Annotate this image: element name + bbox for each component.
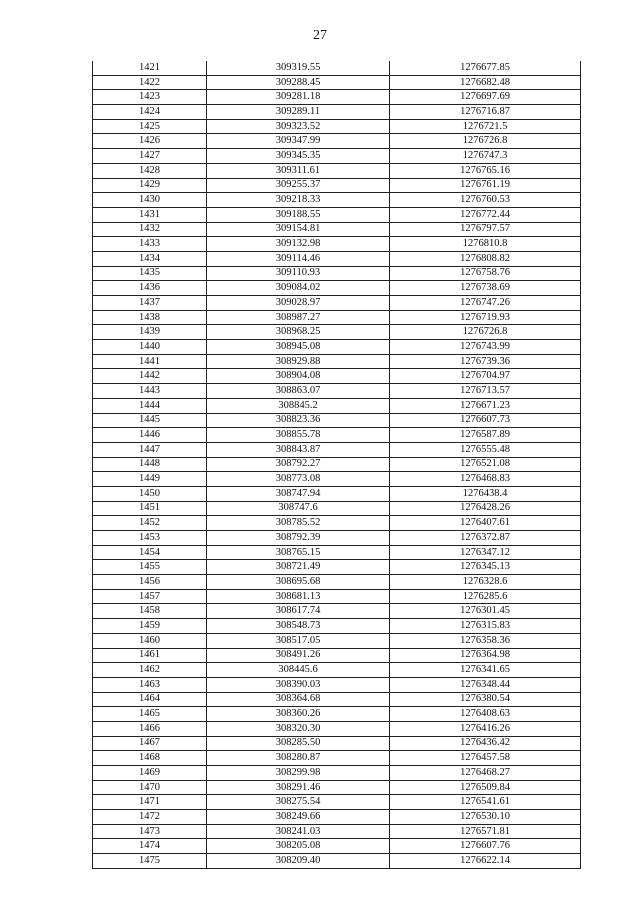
- point-number-cell: 1467: [93, 736, 207, 751]
- x-coordinate-cell: 308863.07: [207, 384, 390, 399]
- y-coordinate-cell: 1276341.65: [390, 663, 581, 678]
- x-coordinate-cell: 309288.45: [207, 75, 390, 90]
- table-row: [93, 531, 581, 546]
- x-coordinate-cell: 308792.39: [207, 531, 390, 546]
- point-number-cell: 1447: [93, 442, 207, 457]
- table-row: [93, 105, 581, 120]
- x-coordinate-cell: 308721.49: [207, 560, 390, 575]
- x-coordinate-cell: 308320.30: [207, 721, 390, 736]
- y-coordinate-cell: 1276739.36: [390, 354, 581, 369]
- y-coordinate-cell: 1276468.27: [390, 766, 581, 781]
- point-number-cell: 1464: [93, 692, 207, 707]
- y-coordinate-cell: 1276328.6: [390, 575, 581, 590]
- x-coordinate-cell: 308241.03: [207, 824, 390, 839]
- table-row: [93, 545, 581, 560]
- table-row: [93, 222, 581, 237]
- y-coordinate-cell: 1276607.76: [390, 839, 581, 854]
- x-coordinate-cell: 308945.08: [207, 340, 390, 355]
- x-coordinate-cell: 308843.87: [207, 442, 390, 457]
- x-coordinate-cell: 308445.6: [207, 663, 390, 678]
- x-coordinate-cell: 308747.94: [207, 486, 390, 501]
- y-coordinate-cell: 1276758.76: [390, 266, 581, 281]
- x-coordinate-cell: 308390.03: [207, 677, 390, 692]
- x-coordinate-cell: 308299.98: [207, 766, 390, 781]
- point-number-cell: 1451: [93, 501, 207, 516]
- point-number-cell: 1425: [93, 119, 207, 134]
- table-row: [93, 677, 581, 692]
- table-row: [93, 516, 581, 531]
- y-coordinate-cell: 1276315.83: [390, 619, 581, 634]
- table-row: [93, 619, 581, 634]
- x-coordinate-cell: 309323.52: [207, 119, 390, 134]
- table-row: [93, 839, 581, 854]
- x-coordinate-cell: 308747.6: [207, 501, 390, 516]
- y-coordinate-cell: 1276671.23: [390, 398, 581, 413]
- point-number-cell: 1426: [93, 134, 207, 149]
- table-row: [93, 325, 581, 340]
- x-coordinate-cell: 308491.26: [207, 648, 390, 663]
- x-coordinate-cell: 309188.55: [207, 207, 390, 222]
- table-row: [93, 413, 581, 428]
- point-number-cell: 1430: [93, 193, 207, 208]
- x-coordinate-cell: 308617.74: [207, 604, 390, 619]
- y-coordinate-cell: 1276810.8: [390, 237, 581, 252]
- y-coordinate-cell: 1276760.53: [390, 193, 581, 208]
- x-coordinate-cell: 309218.33: [207, 193, 390, 208]
- y-coordinate-cell: 1276416.26: [390, 721, 581, 736]
- table-row: [93, 721, 581, 736]
- point-number-cell: 1463: [93, 677, 207, 692]
- x-coordinate-cell: 308249.66: [207, 810, 390, 825]
- table-row: [93, 810, 581, 825]
- y-coordinate-cell: 1276372.87: [390, 531, 581, 546]
- y-coordinate-cell: 1276726.8: [390, 134, 581, 149]
- coordinates-table-body: [93, 61, 581, 868]
- x-coordinate-cell: 308517.05: [207, 633, 390, 648]
- point-number-cell: 1458: [93, 604, 207, 619]
- x-coordinate-cell: 308845.2: [207, 398, 390, 413]
- x-coordinate-cell: 308360.26: [207, 707, 390, 722]
- y-coordinate-cell: 1276358.36: [390, 633, 581, 648]
- point-number-cell: 1429: [93, 178, 207, 193]
- point-number-cell: 1466: [93, 721, 207, 736]
- x-coordinate-cell: 308209.40: [207, 854, 390, 869]
- table-row: [93, 472, 581, 487]
- table-row: [93, 119, 581, 134]
- x-coordinate-cell: 308785.52: [207, 516, 390, 531]
- table-row: [93, 648, 581, 663]
- y-coordinate-cell: 1276509.84: [390, 780, 581, 795]
- point-number-cell: 1445: [93, 413, 207, 428]
- point-number-cell: 1457: [93, 589, 207, 604]
- point-number-cell: 1440: [93, 340, 207, 355]
- y-coordinate-cell: 1276436.42: [390, 736, 581, 751]
- table-row: [93, 61, 581, 75]
- table-row: [93, 354, 581, 369]
- point-number-cell: 1453: [93, 531, 207, 546]
- y-coordinate-cell: 1276521.08: [390, 457, 581, 472]
- x-coordinate-cell: 309110.93: [207, 266, 390, 281]
- table-row: [93, 75, 581, 90]
- y-coordinate-cell: 1276364.98: [390, 648, 581, 663]
- y-coordinate-cell: 1276743.99: [390, 340, 581, 355]
- point-number-cell: 1433: [93, 237, 207, 252]
- table-row: [93, 486, 581, 501]
- y-coordinate-cell: 1276457.58: [390, 751, 581, 766]
- point-number-cell: 1446: [93, 428, 207, 443]
- table-row: [93, 193, 581, 208]
- y-coordinate-cell: 1276808.82: [390, 251, 581, 266]
- x-coordinate-cell: 308291.46: [207, 780, 390, 795]
- point-number-cell: 1460: [93, 633, 207, 648]
- table-row: [93, 442, 581, 457]
- point-number-cell: 1456: [93, 575, 207, 590]
- table-row: [93, 428, 581, 443]
- table-row: [93, 163, 581, 178]
- y-coordinate-cell: 1276285.6: [390, 589, 581, 604]
- table-row: [93, 663, 581, 678]
- point-number-cell: 1472: [93, 810, 207, 825]
- point-number-cell: 1422: [93, 75, 207, 90]
- y-coordinate-cell: 1276747.3: [390, 149, 581, 164]
- point-number-cell: 1471: [93, 795, 207, 810]
- y-coordinate-cell: 1276555.48: [390, 442, 581, 457]
- point-number-cell: 1439: [93, 325, 207, 340]
- table-row: [93, 795, 581, 810]
- x-coordinate-cell: 309347.99: [207, 134, 390, 149]
- table-row: [93, 266, 581, 281]
- table-row: [93, 604, 581, 619]
- x-coordinate-cell: 308285.50: [207, 736, 390, 751]
- x-coordinate-cell: 308968.25: [207, 325, 390, 340]
- point-number-cell: 1444: [93, 398, 207, 413]
- y-coordinate-cell: 1276761.19: [390, 178, 581, 193]
- table-row: [93, 751, 581, 766]
- x-coordinate-cell: 309289.11: [207, 105, 390, 120]
- table-row: [93, 736, 581, 751]
- y-coordinate-cell: 1276747.26: [390, 296, 581, 311]
- point-number-cell: 1454: [93, 545, 207, 560]
- x-coordinate-cell: 308548.73: [207, 619, 390, 634]
- y-coordinate-cell: 1276607.73: [390, 413, 581, 428]
- y-coordinate-cell: 1276682.48: [390, 75, 581, 90]
- y-coordinate-cell: 1276765.16: [390, 163, 581, 178]
- point-number-cell: 1450: [93, 486, 207, 501]
- point-number-cell: 1465: [93, 707, 207, 722]
- x-coordinate-cell: 308205.08: [207, 839, 390, 854]
- table-row: [93, 90, 581, 105]
- table-row: [93, 296, 581, 311]
- y-coordinate-cell: 1276541.61: [390, 795, 581, 810]
- point-number-cell: 1449: [93, 472, 207, 487]
- y-coordinate-cell: 1276571.81: [390, 824, 581, 839]
- y-coordinate-cell: 1276797.57: [390, 222, 581, 237]
- x-coordinate-cell: 309311.61: [207, 163, 390, 178]
- point-number-cell: 1437: [93, 296, 207, 311]
- x-coordinate-cell: 308765.15: [207, 545, 390, 560]
- table-row: [93, 178, 581, 193]
- table-row: [93, 207, 581, 222]
- point-number-cell: 1434: [93, 251, 207, 266]
- table-row: [93, 707, 581, 722]
- point-number-cell: 1455: [93, 560, 207, 575]
- y-coordinate-cell: 1276716.87: [390, 105, 581, 120]
- table-row: [93, 369, 581, 384]
- x-coordinate-cell: 308855.78: [207, 428, 390, 443]
- table-row: [93, 310, 581, 325]
- x-coordinate-cell: 309114.46: [207, 251, 390, 266]
- point-number-cell: 1459: [93, 619, 207, 634]
- table-row: [93, 560, 581, 575]
- table-row: [93, 134, 581, 149]
- y-coordinate-cell: 1276726.8: [390, 325, 581, 340]
- y-coordinate-cell: 1276697.69: [390, 90, 581, 105]
- table-row: [93, 824, 581, 839]
- point-number-cell: 1432: [93, 222, 207, 237]
- table-row: [93, 501, 581, 516]
- table-row: [93, 589, 581, 604]
- y-coordinate-cell: 1276438.4: [390, 486, 581, 501]
- x-coordinate-cell: 308929.88: [207, 354, 390, 369]
- point-number-cell: 1474: [93, 839, 207, 854]
- table-row: [93, 281, 581, 296]
- point-number-cell: 1475: [93, 854, 207, 869]
- y-coordinate-cell: 1276428.26: [390, 501, 581, 516]
- point-number-cell: 1424: [93, 105, 207, 120]
- y-coordinate-cell: 1276530.10: [390, 810, 581, 825]
- point-number-cell: 1452: [93, 516, 207, 531]
- table-row: [93, 780, 581, 795]
- x-coordinate-cell: 308681.13: [207, 589, 390, 604]
- point-number-cell: 1468: [93, 751, 207, 766]
- y-coordinate-cell: 1276738.69: [390, 281, 581, 296]
- table-row: [93, 692, 581, 707]
- point-number-cell: 1438: [93, 310, 207, 325]
- x-coordinate-cell: 309255.37: [207, 178, 390, 193]
- table-row: [93, 149, 581, 164]
- table-row: [93, 854, 581, 869]
- x-coordinate-cell: 308987.27: [207, 310, 390, 325]
- y-coordinate-cell: 1276468.83: [390, 472, 581, 487]
- point-number-cell: 1435: [93, 266, 207, 281]
- y-coordinate-cell: 1276721.5: [390, 119, 581, 134]
- point-number-cell: 1470: [93, 780, 207, 795]
- table-row: [93, 457, 581, 472]
- point-number-cell: 1469: [93, 766, 207, 781]
- table-row: [93, 237, 581, 252]
- point-number-cell: 1462: [93, 663, 207, 678]
- table-row: [93, 575, 581, 590]
- x-coordinate-cell: 309084.02: [207, 281, 390, 296]
- y-coordinate-cell: 1276347.12: [390, 545, 581, 560]
- y-coordinate-cell: 1276587.89: [390, 428, 581, 443]
- y-coordinate-cell: 1276301.45: [390, 604, 581, 619]
- x-coordinate-cell: 309154.81: [207, 222, 390, 237]
- table-row: [93, 766, 581, 781]
- x-coordinate-cell: 309319.55: [207, 61, 390, 75]
- point-number-cell: 1428: [93, 163, 207, 178]
- x-coordinate-cell: 308364.68: [207, 692, 390, 707]
- table-row: [93, 340, 581, 355]
- y-coordinate-cell: 1276772.44: [390, 207, 581, 222]
- x-coordinate-cell: 308904.08: [207, 369, 390, 384]
- point-number-cell: 1431: [93, 207, 207, 222]
- point-number-cell: 1427: [93, 149, 207, 164]
- x-coordinate-cell: 309132.98: [207, 237, 390, 252]
- y-coordinate-cell: 1276713.57: [390, 384, 581, 399]
- y-coordinate-cell: 1276622.14: [390, 854, 581, 869]
- x-coordinate-cell: 309345.35: [207, 149, 390, 164]
- x-coordinate-cell: 309028.97: [207, 296, 390, 311]
- point-number-cell: 1461: [93, 648, 207, 663]
- table-row: [93, 384, 581, 399]
- x-coordinate-cell: 308275.54: [207, 795, 390, 810]
- coordinates-table: [92, 61, 581, 869]
- point-number-cell: 1473: [93, 824, 207, 839]
- point-number-cell: 1421: [93, 61, 207, 75]
- x-coordinate-cell: 308695.68: [207, 575, 390, 590]
- table-row: [93, 251, 581, 266]
- point-number-cell: 1423: [93, 90, 207, 105]
- y-coordinate-cell: 1276719.93: [390, 310, 581, 325]
- y-coordinate-cell: 1276348.44: [390, 677, 581, 692]
- point-number-cell: 1436: [93, 281, 207, 296]
- page-number: 27: [313, 28, 327, 43]
- x-coordinate-cell: 308773.08: [207, 472, 390, 487]
- x-coordinate-cell: 308823.36: [207, 413, 390, 428]
- y-coordinate-cell: 1276677.85: [390, 61, 581, 75]
- table-row: [93, 398, 581, 413]
- y-coordinate-cell: 1276704.97: [390, 369, 581, 384]
- table-row: [93, 633, 581, 648]
- x-coordinate-cell: 309281.18: [207, 90, 390, 105]
- point-number-cell: 1448: [93, 457, 207, 472]
- y-coordinate-cell: 1276345.13: [390, 560, 581, 575]
- point-number-cell: 1441: [93, 354, 207, 369]
- point-number-cell: 1442: [93, 369, 207, 384]
- y-coordinate-cell: 1276380.54: [390, 692, 581, 707]
- y-coordinate-cell: 1276408.63: [390, 707, 581, 722]
- x-coordinate-cell: 308792.27: [207, 457, 390, 472]
- y-coordinate-cell: 1276407.61: [390, 516, 581, 531]
- x-coordinate-cell: 308280.87: [207, 751, 390, 766]
- point-number-cell: 1443: [93, 384, 207, 399]
